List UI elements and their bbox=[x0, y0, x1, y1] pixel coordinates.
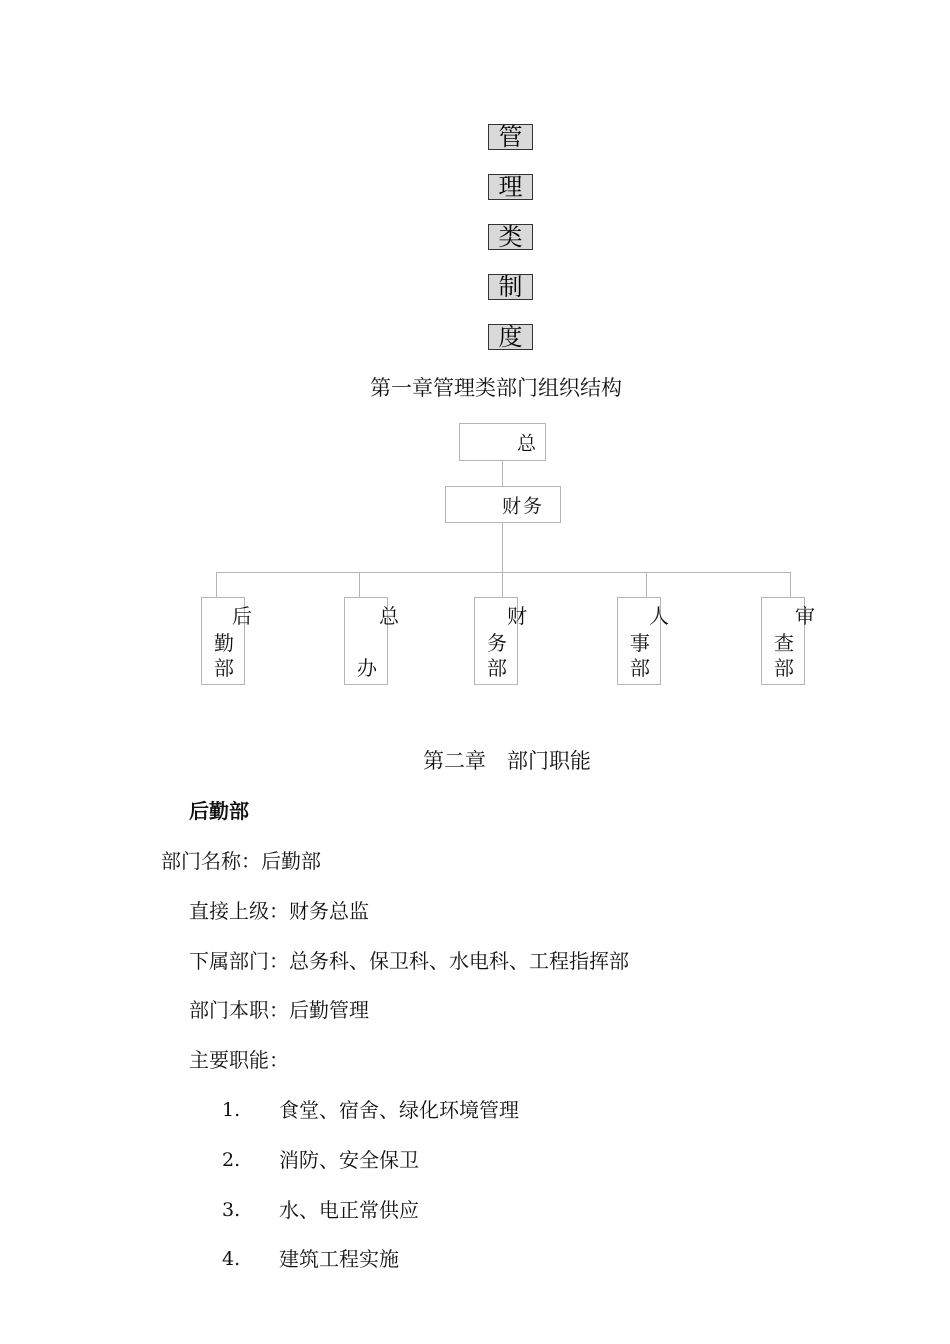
dept-box-hr bbox=[617, 597, 669, 685]
connector-line bbox=[359, 572, 360, 597]
list-item: 食堂、宿舍、绿化环境管理 bbox=[279, 1098, 519, 1122]
list-number: 2. bbox=[222, 1149, 241, 1171]
connector-line bbox=[216, 572, 217, 597]
cover-title-char: 理 bbox=[488, 174, 533, 200]
list-item: 水、电正常供应 bbox=[279, 1198, 419, 1222]
superior-line: 直接上级：财务总监 bbox=[189, 899, 369, 923]
dept-char: 后 bbox=[232, 604, 252, 628]
dept-char: 总 bbox=[379, 604, 399, 628]
connector-line bbox=[502, 572, 503, 597]
list-item: 消防、安全保卫 bbox=[279, 1148, 419, 1172]
cover-title-char: 制 bbox=[488, 274, 533, 300]
connector-line bbox=[502, 461, 503, 486]
dept-box-audit bbox=[761, 597, 815, 685]
dept-char: 勤 bbox=[214, 631, 234, 655]
dept-char: 部 bbox=[214, 656, 234, 680]
dept-char: 审 bbox=[795, 604, 815, 628]
dept-box-general-office bbox=[344, 597, 399, 685]
dept-name-line: 部门名称：后勤部 bbox=[161, 849, 321, 873]
dept-char: 财 bbox=[507, 604, 527, 628]
functions-label: 主要职能： bbox=[189, 1048, 289, 1072]
org-top-label: 总 bbox=[517, 432, 539, 455]
section-heading: 后勤部 bbox=[189, 799, 249, 823]
org-second-box bbox=[445, 486, 561, 523]
list-item: 建筑工程实施 bbox=[279, 1247, 399, 1271]
dept-char: 查 bbox=[774, 631, 794, 655]
dept-char: 部 bbox=[774, 656, 794, 680]
chapter1-title: 第一章管理类部门组织结构 bbox=[370, 376, 622, 400]
dept-char: 务 bbox=[487, 631, 507, 655]
cover-title-char: 类 bbox=[488, 224, 533, 250]
cover-title-char: 度 bbox=[488, 324, 533, 350]
list-number: 1. bbox=[222, 1099, 241, 1121]
subordinate-line: 下属部门：总务科、保卫科、水电科、工程指挥部 bbox=[189, 949, 629, 973]
list-number: 4. bbox=[222, 1248, 241, 1270]
connector-line bbox=[790, 572, 791, 597]
dept-char: 办 bbox=[357, 656, 377, 680]
dept-char: 部 bbox=[487, 656, 507, 680]
org-second-label: 财务 bbox=[502, 495, 545, 517]
connector-line bbox=[646, 572, 647, 597]
org-top-box bbox=[459, 423, 546, 461]
dept-box-finance bbox=[474, 597, 527, 685]
dept-char: 部 bbox=[630, 656, 650, 680]
connector-line bbox=[216, 572, 791, 573]
dept-char: 人 bbox=[649, 604, 669, 628]
dept-char: 事 bbox=[630, 631, 650, 655]
list-number: 3. bbox=[222, 1199, 241, 1221]
cover-title-char: 管 bbox=[488, 124, 533, 150]
connector-line bbox=[502, 523, 503, 573]
dept-box-logistics bbox=[201, 597, 252, 685]
chapter2-title: 第二章 部门职能 bbox=[423, 749, 591, 773]
duty-line: 部门本职：后勤管理 bbox=[189, 998, 369, 1022]
